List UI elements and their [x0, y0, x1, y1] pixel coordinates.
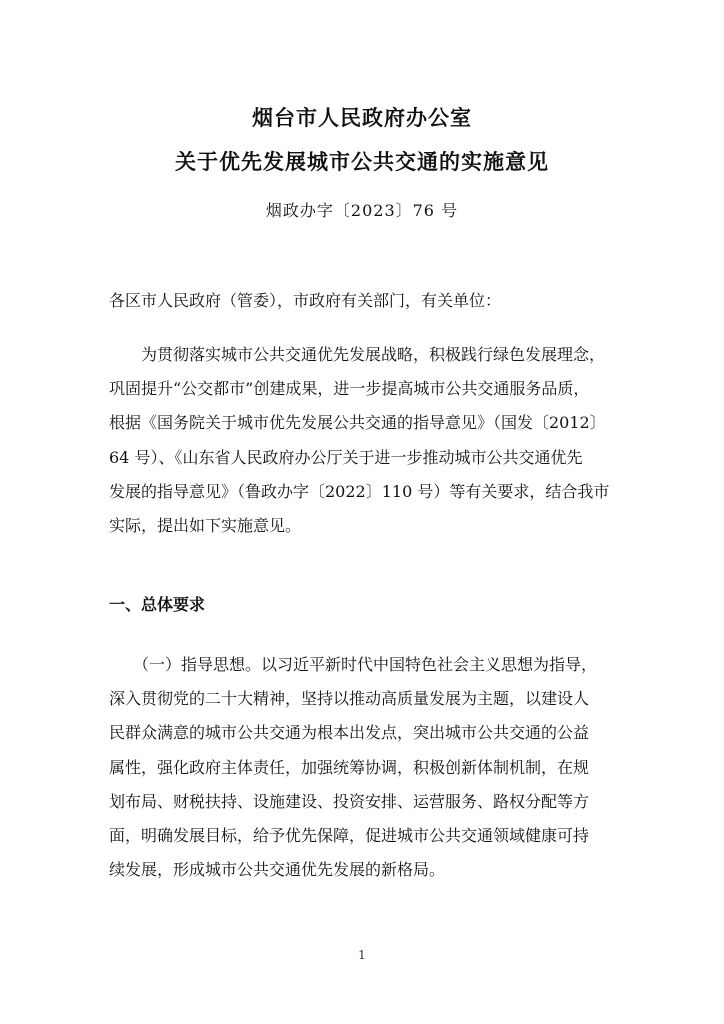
intro-line: 巩固提升“公交都市”创建成果，进一步提高城市公共交通服务品质，	[109, 379, 590, 399]
intro-line: 64 号）、《山东省人民政府办公厅关于进一步推动城市公共交通优先	[109, 447, 583, 467]
section-line: 属性，强化政府主体责任，加强统筹协调，积极创新体制机制，在规	[109, 757, 590, 777]
intro-line: 根据《国务院关于城市优先发展公共交通的指导意见》（国发〔2012〕	[109, 413, 606, 433]
intro-line: 为贯彻落实城市公共交通优先发展战略，积极践行绿色发展理念，	[109, 345, 606, 364]
document-number: 烟政办字〔2023〕76 号	[265, 201, 459, 220]
intro-paragraph	[109, 338, 619, 543]
section-heading: 一、总体要求	[109, 595, 206, 614]
salutation-line: 各区市人民政府（管委），市政府有关部门，有关单位：	[109, 291, 502, 310]
intro-line: 发展的指导意见》（鲁政办字〔2022〕110 号）等有关要求，结合我市	[109, 481, 610, 501]
title-line-2: 关于优先发展城市公共交通的实施意见	[175, 150, 549, 174]
section-line: 面，明确发展目标，给予优先保障，促进城市公共交通领域健康可持	[109, 825, 590, 845]
title-line-1: 烟台市人民政府办公室	[252, 106, 472, 130]
section-line: 民群众满意的城市公共交通为根本出发点，突出城市公共交通的公益	[109, 723, 590, 743]
salutation	[109, 284, 619, 318]
section-paragraph	[109, 648, 619, 887]
page-number: 1	[358, 948, 366, 962]
section-line: 划布局、财税扶持、设施建设、投资安排、运营服务、路权分配等方	[109, 791, 590, 811]
section-line: 续发展，形成城市公共交通优先发展的新格局。	[109, 860, 446, 880]
section-line: （一）指导思想。以习近平新时代中国特色社会主义思想为指导，	[109, 655, 598, 674]
intro-line: 实际，提出如下实施意见。	[109, 515, 302, 535]
section-line: 深入贯彻党的二十大精神，坚持以推动高质量发展为主题，以建设人	[109, 689, 590, 709]
